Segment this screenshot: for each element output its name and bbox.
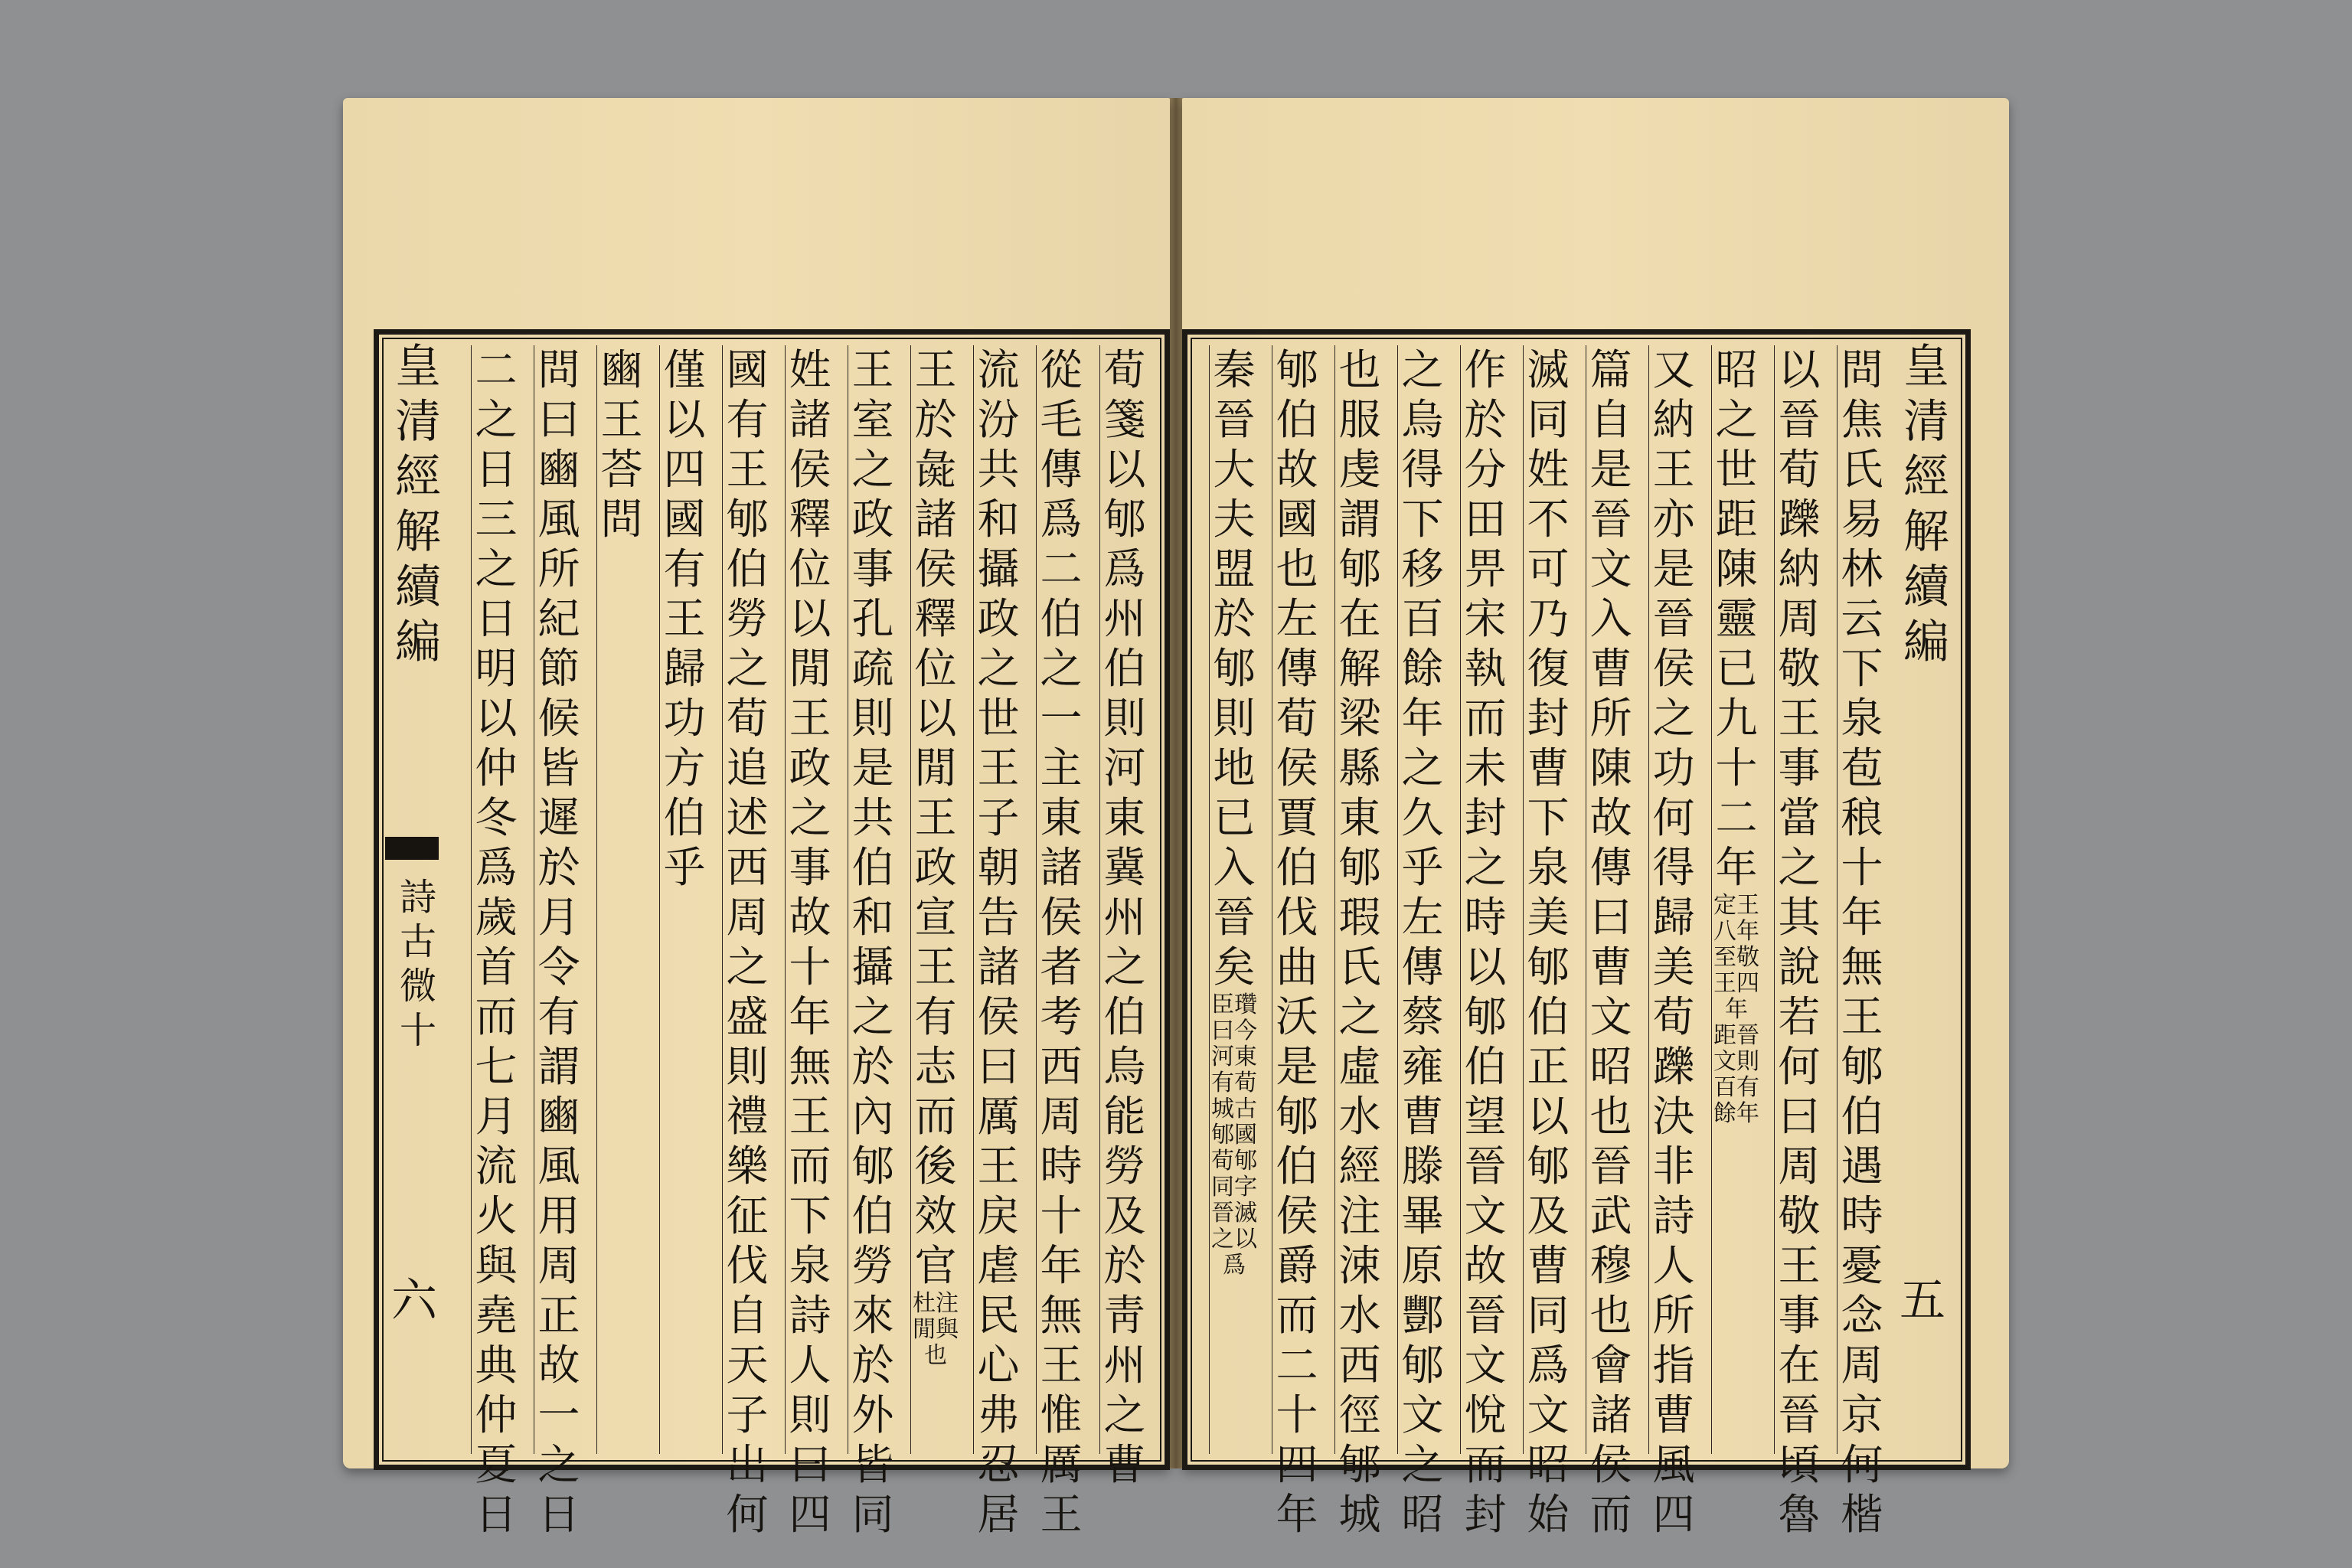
annotation-note: 杜注閒與也 <box>913 1290 959 1369</box>
left-column-5 <box>848 345 897 1539</box>
column-text: 問曰豳風所紀節候皆遲於月令有謂豳風用周正故一之日 <box>537 345 580 1539</box>
left-column-6 <box>785 345 835 1539</box>
right-column-4 <box>1648 345 1698 1539</box>
column-text: 又納王亦是晉侯之功何得歸美荀躒決非詩人所指曹風四 <box>1652 345 1695 1539</box>
book-title: 皇清經解續編 <box>1903 340 1949 669</box>
right-column-6 <box>1523 345 1573 1539</box>
column-text: 僅以四國有王歸功方伯乎 <box>663 345 706 892</box>
left-margin-column <box>384 339 452 1468</box>
column-text: 王室之政事孔疏則是共伯和攝之於內郇伯勞來於外皆同 <box>851 345 894 1539</box>
left-column-7 <box>722 345 772 1539</box>
right-inner-border <box>1191 338 1962 1539</box>
right-column-9 <box>1334 345 1384 1539</box>
column-text: 昭之世距陳靈已九十二年 <box>1715 345 1758 892</box>
left-column-9 <box>596 345 646 1454</box>
column-text: 篇自是晉文入曹所陳故傳曰曹文昭也晉武穆也會諸侯而 <box>1589 345 1632 1539</box>
right-margin-column <box>1892 339 1961 1468</box>
section-title: 詩古微十 <box>399 876 436 1052</box>
annotation-note: 臣瓚曰今河東有荀城古郇國荀郇同字晉滅之以爲 <box>1211 991 1257 1279</box>
annotation-note: 距晉文則百有餘年 <box>1713 1022 1759 1127</box>
column-text: 也服虔謂郇在解梁縣東郇瑕氏之虛水經注涑水西徑郇城 <box>1338 345 1381 1539</box>
right-column-10 <box>1272 345 1321 1539</box>
right-column-8 <box>1397 345 1447 1539</box>
right-text-frame <box>1182 329 1971 1539</box>
right-column-11 <box>1209 345 1259 1454</box>
column-text: 從毛傳爲二伯之一主東諸侯者考西周時十年無王惟厲王 <box>1040 345 1083 1539</box>
column-text: 流汾共和攝政之世王子朝告諸侯曰厲王戻虐民心弗忍居 <box>977 345 1020 1539</box>
column-text: 之烏得下移百餘年之久乎左傳蔡雍曹滕畢原酆郇文之昭 <box>1401 345 1444 1539</box>
column-text: 作於分田畀宋執而未封之時以郇伯望晉文故晉文悅而封 <box>1464 345 1507 1539</box>
left-column-10 <box>534 345 583 1539</box>
right-column-7 <box>1460 345 1510 1539</box>
left-inner-border <box>382 338 1161 1539</box>
section-heading: 豳王荅問 <box>600 345 643 544</box>
left-column-3 <box>973 345 1023 1539</box>
open-book <box>343 98 2009 1539</box>
right-page <box>1182 98 2009 1539</box>
left-column-11 <box>471 345 521 1539</box>
left-page <box>343 98 1170 1539</box>
right-column-1 <box>1837 345 1886 1539</box>
column-text: 以晉荀躒納周敬王事當之其說若何曰周敬王事在晉頃魯 <box>1778 345 1821 1539</box>
fishtail-marker <box>385 837 439 860</box>
column-text: 滅同姓不可乃復封曹下泉美郇伯正以郇及曹同爲文昭始 <box>1527 345 1570 1539</box>
column-text: 姓諸侯釋位以閒王政之事故十年無王而下泉詩人則曰四 <box>789 345 831 1539</box>
column-text: 二之日三之日明以仲冬爲歲首而七月流火與堯典仲夏日 <box>475 345 518 1539</box>
right-column-2 <box>1774 345 1824 1539</box>
right-column-3 <box>1711 345 1761 1454</box>
left-column-1 <box>1099 345 1149 1489</box>
column-text: 郇伯故國也左傳荀侯賈伯伐曲沃是郇伯侯爵而二十四年 <box>1276 345 1318 1539</box>
left-column-4 <box>910 345 960 1454</box>
book-title: 皇清經解續編 <box>395 340 441 669</box>
left-text-frame <box>374 329 1170 1539</box>
column-text: 問焦氏易林云下泉苞稂十年無王郇伯遇時憂念周京何楷 <box>1841 345 1883 1539</box>
left-column-2 <box>1036 345 1086 1539</box>
column-text: 秦晉大夫盟於郇則地已入晉矣 <box>1213 345 1256 991</box>
page-number: 五 <box>1900 1274 1945 1328</box>
left-column-8 <box>659 345 709 1454</box>
column-text: 荀 箋以郇爲州伯則河東冀州之伯烏能勞及於靑州之曹 <box>1103 345 1146 1489</box>
page-number: 六 <box>391 1274 437 1328</box>
column-text: 國有王郇伯勞之荀追述西周之盛則禮樂征伐自天子出何 <box>726 345 769 1539</box>
annotation-note: 定王八年至敬王四年 <box>1713 892 1759 1023</box>
column-text: 王於彘諸侯釋位以閒王政宣王有志而後效官 <box>914 345 957 1290</box>
right-column-5 <box>1586 345 1635 1539</box>
